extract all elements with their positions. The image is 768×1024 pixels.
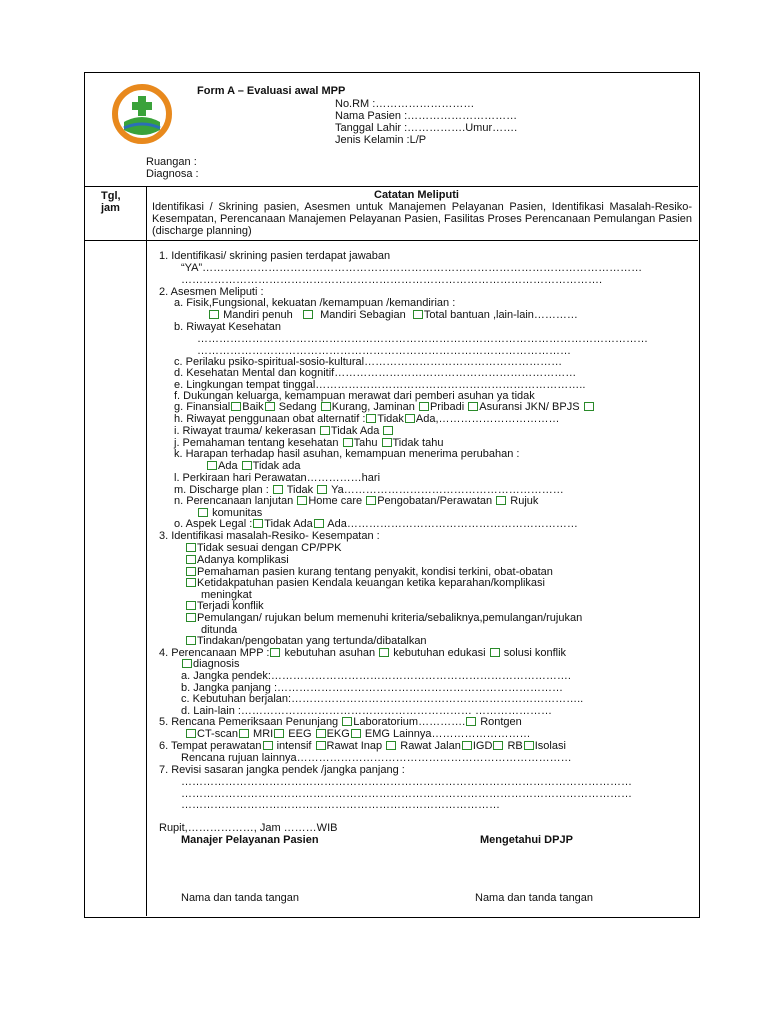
discharge-tidak-checkbox[interactable] xyxy=(273,485,283,494)
item-7-line-a: …………………………………………………………………………………………………………… xyxy=(181,776,632,788)
lab-label: Laboratorium…………. xyxy=(353,716,466,728)
komunitas-label: komunitas xyxy=(212,507,263,519)
item-4-diagnosis xyxy=(181,658,239,670)
item-2a: a. Fisik,Fungsional, kekuatan /kemampuan /kemandirian : xyxy=(174,297,456,309)
diagnosis-checkbox[interactable] xyxy=(182,659,192,668)
rb-label: RB xyxy=(507,740,523,752)
lab-checkbox[interactable] xyxy=(342,717,352,726)
intensif-checkbox[interactable] xyxy=(263,741,273,750)
risk-4-label: Ketidakpatuhan pasien Kendala keuangan ketika keparahan/komplikasi xyxy=(197,577,545,589)
rb-checkbox[interactable] xyxy=(493,741,503,750)
no-rm-field: No.RM :……………………… xyxy=(335,98,475,110)
risk-4-checkbox[interactable] xyxy=(186,578,196,587)
obat-ada-checkbox[interactable] xyxy=(405,414,415,423)
item-7-line-b: …………………………………………………………………………………………………………… xyxy=(181,788,632,800)
item-2n xyxy=(174,495,538,507)
eeg-checkbox[interactable] xyxy=(274,729,284,738)
risk-3-label: Pemahaman pasien kurang tentang penyakit, kondisi terkini, obat-obatan xyxy=(197,566,553,578)
rawat-inap-label: Rawat Inap xyxy=(326,740,383,752)
risk-6-checkbox[interactable] xyxy=(186,613,196,622)
rujuk-checkbox[interactable] xyxy=(496,496,506,505)
item-1-line-b: ……………………………………………………………………………………………………. xyxy=(181,274,603,286)
bpjs-checkbox[interactable] xyxy=(584,402,594,411)
item-3: 3. Identifikasi masalah-Resiko- Kesempatan : xyxy=(159,530,380,542)
risk-6-label: Pemulangan/ rujukan belum memenuhi kriteria/sebaliknya,pemulangan/rujukan xyxy=(197,612,583,624)
mandiri-penuh-checkbox[interactable] xyxy=(209,310,219,319)
item-5-label: 5. Rencana Pemeriksaan Penunjang xyxy=(159,716,339,728)
discharge-ya-checkbox[interactable] xyxy=(317,485,327,494)
header-divider xyxy=(84,186,698,187)
item-2o-label: o. Aspek Legal : xyxy=(174,518,253,530)
col-tgl: Tgl, xyxy=(101,190,121,202)
risk-5-checkbox[interactable] xyxy=(186,601,196,610)
manajer-title: Manajer Pelayanan Pasien xyxy=(181,834,319,846)
item-5-row2 xyxy=(185,728,531,740)
manajer-signature: Nama dan tanda tangan xyxy=(181,892,300,904)
ctscan-checkbox[interactable] xyxy=(186,729,196,738)
risk-4-cont: meningkat xyxy=(201,589,252,601)
isolasi-label: Isolasi xyxy=(534,740,566,752)
solusi-konflik-checkbox[interactable] xyxy=(490,648,500,657)
mandiri-sebagian-label: Mandiri Sebagian xyxy=(320,309,406,321)
item-2e: e. Lingkungan tempat tinggal……………………………………………………………….. xyxy=(174,379,586,391)
igd-checkbox[interactable] xyxy=(462,741,472,750)
total-bantuan-checkbox[interactable] xyxy=(413,310,423,319)
plan-b: b. Jangka panjang :…………………………………………………………………… xyxy=(181,682,564,694)
item-2j-label: j. Pemahaman tentang kesehatan xyxy=(174,437,339,449)
rontgen-label: Rontgen xyxy=(480,716,522,728)
item-2m-label: m. Discharge plan : xyxy=(174,484,269,496)
obat-tidak-checkbox[interactable] xyxy=(366,414,376,423)
plan-a: a. Jangka pendek:………………………………………………………………………. xyxy=(181,670,571,682)
risk-1-checkbox[interactable] xyxy=(186,543,196,552)
column-divider xyxy=(146,186,147,916)
risk-6-cont: ditunda xyxy=(201,624,238,636)
kebutuhan-edukasi-checkbox[interactable] xyxy=(379,648,389,657)
risk-2-checkbox[interactable] xyxy=(186,555,196,564)
isolasi-checkbox[interactable] xyxy=(524,741,534,750)
risk-1-label: Tidak sesuai dengan CP/PPK xyxy=(197,542,342,554)
kurang-checkbox[interactable] xyxy=(321,402,331,411)
risk-7-label: Tindakan/pengobatan yang tertunda/dibatalkan xyxy=(197,635,427,647)
item-2c: c. Perilaku psiko-spiritual-sosio-kultural……………………………………………… xyxy=(174,356,563,368)
trauma-ada-checkbox[interactable] xyxy=(383,426,393,435)
trauma-label: Tidak Ada xyxy=(330,425,380,437)
baik-label: Baik xyxy=(242,401,264,413)
ekg-label: EKG xyxy=(326,728,350,740)
item-2k-options xyxy=(206,460,301,472)
legal-tidak-ada-label: Tidak Ada xyxy=(264,518,313,530)
item-2b: b. Riwayat Kesehatan xyxy=(174,321,282,333)
tidak-tahu-checkbox[interactable] xyxy=(382,438,392,447)
item-2o xyxy=(174,518,578,530)
solusi-konflik-label: solusi konflik xyxy=(503,647,567,659)
tahu-label: Tahu xyxy=(353,437,378,449)
mandiri-sebagian-checkbox[interactable] xyxy=(303,310,313,319)
risk-2-label: Adanya komplikasi xyxy=(197,554,289,566)
pengobatan-checkbox[interactable] xyxy=(366,496,376,505)
risk-3-checkbox[interactable] xyxy=(186,567,196,576)
baik-checkbox[interactable] xyxy=(231,402,241,411)
risk-7 xyxy=(185,635,427,647)
catatan-description: Identifikasi / Skrining pasien, Asesmen untuk Manajemen Pelayanan Pasien, Identifikasi Masalah-Resiko-Kesempatan, Perencanaan Manajemen Pelayanan Pasien, Fasilitas Proses Perencanaan Pemulangan Pasien (discharge planning) xyxy=(152,201,692,237)
item-2b-line-1: …………………………………………………………………………………………………………… xyxy=(197,333,648,345)
mri-checkbox[interactable] xyxy=(239,729,249,738)
tidak-tahu-label: Tidak tahu xyxy=(392,437,444,449)
pribadi-label: Pribadi xyxy=(429,401,465,413)
pribadi-checkbox[interactable] xyxy=(419,402,429,411)
harapan-tidak-checkbox[interactable] xyxy=(242,461,252,470)
harapan-ada-checkbox[interactable] xyxy=(207,461,217,470)
total-bantuan-label: Total bantuan ,lain-lain………… xyxy=(423,309,578,321)
jenis-kelamin-field: Jenis Kelamin :L/P xyxy=(335,134,427,146)
item-2i xyxy=(174,425,394,437)
discharge-tidak-label: Tidak xyxy=(286,484,314,496)
item-2h-label: h. Riwayat penggunaan obat alternatif : xyxy=(174,413,366,425)
harapan-tidak-label: Tidak ada xyxy=(252,460,301,472)
kebutuhan-edukasi-label: kebutuhan edukasi xyxy=(393,647,486,659)
item-2a-options xyxy=(208,309,578,321)
item-2n-label: n. Perencanaan lanjutan xyxy=(174,495,294,507)
legal-ada-label: Ada……………………………………………………… xyxy=(327,518,578,530)
item-2g-label: g. Finansial xyxy=(174,401,231,413)
item-6 xyxy=(159,740,566,752)
item-1-line-a: “YA”………………………………………………………………………………………………………… xyxy=(181,262,643,274)
intensif-label: intensif xyxy=(276,740,312,752)
item-2d: d. Kesehatan Mental dan kognitif………………………………………………………… xyxy=(174,367,577,379)
risk-5 xyxy=(185,600,264,612)
home-care-label: Home care xyxy=(308,495,363,507)
rujuk-label: Rujuk xyxy=(510,495,539,507)
mandiri-penuh-label: Mandiri penuh xyxy=(223,309,293,321)
mri-label: MRI xyxy=(253,728,274,740)
item-6-rujuan: Rencana rujuan lainnya………………………………………………………………… xyxy=(181,752,572,764)
diagnosis-label: diagnosis xyxy=(193,658,240,670)
rontgen-checkbox[interactable] xyxy=(466,717,476,726)
risk-6 xyxy=(185,612,582,624)
plan-c: c. Kebutuhan berjalan:…………………………………………………………………….. xyxy=(181,693,584,705)
table-header-divider xyxy=(84,240,698,241)
asuransi-checkbox[interactable] xyxy=(468,402,478,411)
discharge-ya-label: Ya…………………………………………………… xyxy=(331,484,564,496)
ekg-checkbox[interactable] xyxy=(316,729,326,738)
harapan-ada-label: Ada xyxy=(218,460,238,472)
item-2l: l. Perkiraan hari Perawatan……………hari xyxy=(174,472,381,484)
risk-5-label: Terjadi konflik xyxy=(197,600,264,612)
item-2: 2. Asesmen Meliputi : xyxy=(159,286,264,298)
kebutuhan-asuhan-checkbox[interactable] xyxy=(270,648,280,657)
pengobatan-label: Pengobatan/Perawatan xyxy=(377,495,493,507)
kurang-label: Kurang, Jaminan xyxy=(331,401,415,413)
risk-4 xyxy=(185,577,545,589)
rawat-jalan-label: Rawat Jalan xyxy=(400,740,461,752)
legal-tidak-ada-checkbox[interactable] xyxy=(253,519,263,528)
home-care-checkbox[interactable] xyxy=(297,496,307,505)
obat-tidak-label: Tidak xyxy=(377,413,404,425)
item-7: 7. Revisi sasaran jangka pendek /jangka panjang : xyxy=(159,764,405,776)
trauma-tidak-checkbox[interactable] xyxy=(320,426,330,435)
item-2k: k. Harapan terhadap hasil asuhan, kemampuan menerima perubahan : xyxy=(174,448,520,460)
sedang-label: Sedang xyxy=(278,401,317,413)
dpjp-title: Mengetahui DPJP xyxy=(480,834,573,846)
risk-1 xyxy=(185,542,342,554)
place-time: Rupit,………………, Jam ………WIB xyxy=(159,822,338,834)
ruangan-field: Ruangan : xyxy=(146,156,197,168)
ctscan-label: CT-scan xyxy=(197,728,238,740)
form-title: Form A – Evaluasi awal MPP xyxy=(197,85,346,97)
igd-label: IGD xyxy=(472,740,493,752)
tanggal-lahir-field: Tanggal Lahir :…………….Umur……. xyxy=(335,122,518,134)
kebutuhan-asuhan-label: kebutuhan asuhan xyxy=(284,647,376,659)
dpjp-signature: Nama dan tanda tangan xyxy=(475,892,594,904)
item-2h xyxy=(174,413,560,425)
item-6-label: 6. Tempat perawatan xyxy=(159,740,262,752)
risk-2 xyxy=(185,554,289,566)
rawat-inap-checkbox[interactable] xyxy=(316,741,326,750)
col-jam: jam xyxy=(101,202,120,214)
obat-ada-label: Ada,…………………………… xyxy=(415,413,560,425)
risk-7-checkbox[interactable] xyxy=(186,636,196,645)
tahu-checkbox[interactable] xyxy=(343,438,353,447)
rawat-jalan-checkbox[interactable] xyxy=(386,741,396,750)
emg-label: EMG Lainnya……………………… xyxy=(364,728,531,740)
item-2b-line-2: ………………………………………………………………………………………… xyxy=(197,345,571,357)
emg-checkbox[interactable] xyxy=(351,729,361,738)
item-2i-label: i. Riwayat trauma/ kekerasan xyxy=(174,425,316,437)
legal-ada-checkbox[interactable] xyxy=(314,519,324,528)
item-2g xyxy=(174,401,595,413)
nama-pasien-field: Nama Pasien :………………………… xyxy=(335,110,518,122)
eeg-label: EEG xyxy=(288,728,312,740)
item-4-label: 4. Perencanaan MPP : xyxy=(159,647,270,659)
plan-d: d. Lain-lain :……………………………………………………… ………………… xyxy=(181,705,552,717)
item-7-line-c: …………………………………………………………………………… xyxy=(181,799,500,811)
sedang-checkbox[interactable] xyxy=(265,402,275,411)
item-2f: f. Dukungan keluarga, kemampuan merawat dari pemberi asuhan ya tidak xyxy=(174,390,535,402)
diagnosa-field: Diagnosa : xyxy=(146,168,199,180)
item-1: 1. Identifikasi/ skrining pasien terdapat jawaban xyxy=(159,250,391,262)
komunitas-checkbox[interactable] xyxy=(198,508,208,517)
hospital-logo xyxy=(110,82,174,146)
item-5 xyxy=(159,716,522,728)
asuransi-label: Asuransi JKN/ BPJS xyxy=(479,401,580,413)
catatan-title: Catatan Meliputi xyxy=(374,189,459,201)
